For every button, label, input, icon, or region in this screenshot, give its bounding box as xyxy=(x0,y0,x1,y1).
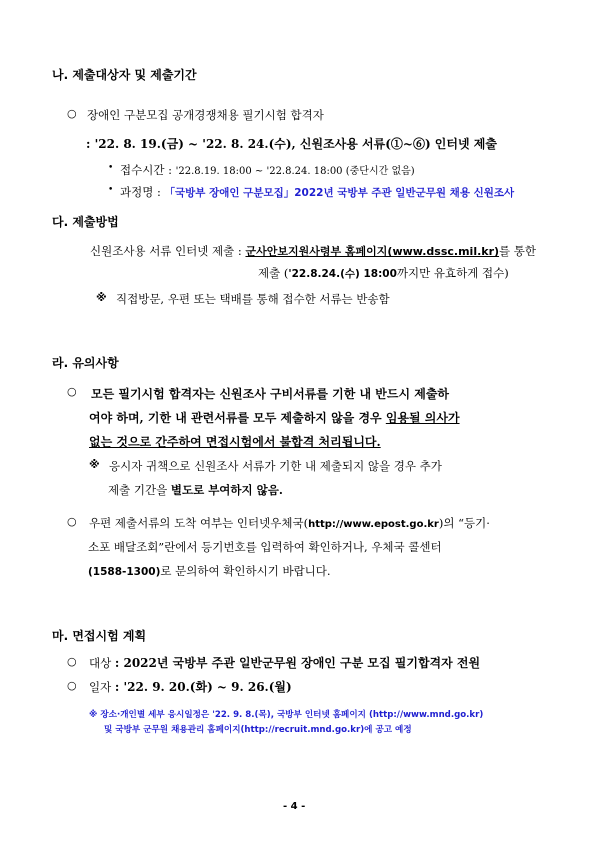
dot-bullet-icon: • xyxy=(108,163,114,173)
page-number: - 4 - xyxy=(283,801,306,812)
reception-time: 접수시간 : '22.8.19. 18:00 ~ '22.8.24. 18:00 (중단시간 없음) xyxy=(120,163,415,177)
circle-bullet-icon: ○ xyxy=(67,679,77,692)
submission-method-line1: 신원조사용 서류 인터넷 제출 : 군사안보지원사령부 홈페이지(www.dssc.mil.kr)를 통한 xyxy=(90,244,537,258)
epost-link[interactable]: http://www.epost.go.kr xyxy=(308,519,439,530)
submission-period: : '22. 8. 19.(금) ~ '22. 8. 24.(수), 신원조사용 서류(①~⑥) 인터넷 제출 xyxy=(86,137,497,151)
caution-item2-line2: 소포 배달조회”란에서 등기번호를 입력하여 확인하거나, 우체국 콜센터 xyxy=(88,540,442,554)
circle-bullet-icon: ○ xyxy=(67,385,77,398)
return-notice: 직접방문, 우편 또는 택배를 통해 접수한 서류는 반송함 xyxy=(116,292,390,306)
section-heading-da: 다. 제출방법 xyxy=(52,215,119,229)
interview-notice-line1: ※ 장소·개인별 세부 응시일정은 '22. 9. 8.(목), 국방부 인터넷 홈페이지 (http://www.mnd.go.kr) xyxy=(89,710,484,720)
reference-mark-icon: ※ xyxy=(96,291,107,304)
caution-item1-line1: 모든 필기시험 합격자는 신원조사 구비서류를 기한 내 반드시 제출하 xyxy=(91,387,450,401)
eligible-applicants: 장애인 구분모집 공개경쟁채용 필기시험 합격자 xyxy=(87,108,324,122)
circle-bullet-icon: ○ xyxy=(67,107,77,120)
caution-item2-line1: 우편 제출서류의 도착 여부는 인터넷우체국(http://www.epost.go.kr)의 “등기· xyxy=(89,516,490,530)
caution-item1-line3: 없는 것으로 간주하여 면접시험에서 불합격 처리됩니다. xyxy=(89,435,381,449)
section-heading-na: 나. 제출대상자 및 제출기간 xyxy=(52,68,197,82)
dot-bullet-icon: • xyxy=(108,185,114,195)
caution-note-line1: 응시자 귀책으로 신원조사 서류가 기한 내 제출되지 않을 경우 추가 xyxy=(109,459,442,473)
section-heading-ra: 라. 유의사항 xyxy=(52,356,119,370)
circle-bullet-icon: ○ xyxy=(67,655,77,668)
circle-bullet-icon: ○ xyxy=(67,515,77,528)
caution-note-line2: 제출 기간을 별도로 부여하지 않음. xyxy=(108,483,283,497)
course-name: 과정명 : 「국방부 장애인 구분모집」2022년 국방부 주관 일반군무원 채용 신원조사 xyxy=(120,185,515,199)
section-heading-ma: 마. 면접시험 계획 xyxy=(52,629,147,643)
caution-item1-line2: 여야 하며, 기한 내 관련서류를 모두 제출하지 않을 경우 임용될 의사가 xyxy=(89,411,460,425)
interview-target: 대상 : 2022년 국방부 주관 일반군무원 장애인 구분 모집 필기합격자 전원 xyxy=(89,656,481,670)
caution-item2-line3: (1588-1300)로 문의하여 확인하시기 바랍니다. xyxy=(88,564,331,578)
interview-date: 일자 : '22. 9. 20.(화) ~ 9. 26.(월) xyxy=(89,680,292,694)
submission-method-line2: 제출 ('22.8.24.(수) 18:00까지만 유효하게 접수) xyxy=(258,266,509,280)
interview-notice-line2: 및 국방부 군무원 채용관리 홈페이지(http://recruit.mnd.go.kr)에 공고 예정 xyxy=(104,725,412,735)
reference-mark-icon: ※ xyxy=(89,458,100,471)
dssc-homepage-link[interactable]: 군사안보지원사령부 홈페이지(www.dssc.mil.kr) xyxy=(245,245,500,258)
